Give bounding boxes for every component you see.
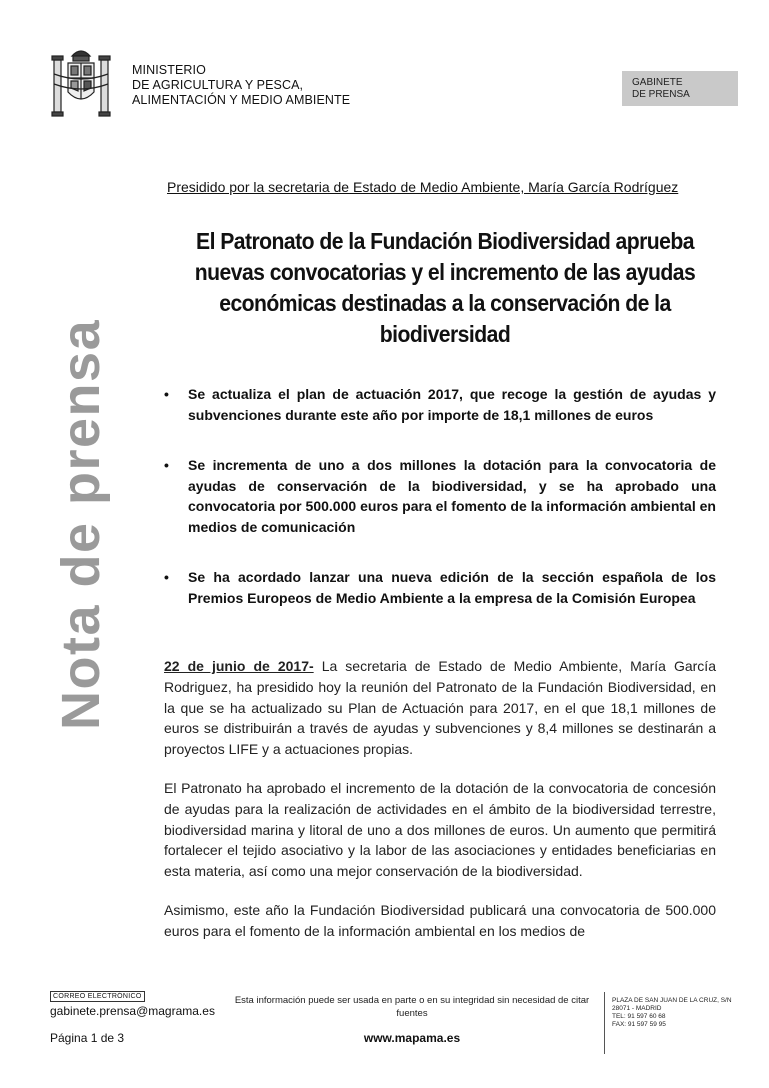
list-item xyxy=(164,455,716,537)
bullet-text: Se incrementa de uno a dos millones la dotación para la convocatoria de ayudas de conservación de la biodiversidad, y se ha aprobado una convocatoria por 500.000 euros para el fomento de la información ambiental en medios de comunicación xyxy=(188,457,716,535)
email-link[interactable]: gabinete.prensa@magrama.es xyxy=(50,1004,215,1018)
summary-bullets xyxy=(164,384,716,608)
badge-line: GABINETE xyxy=(632,77,683,88)
list-item xyxy=(164,567,716,608)
footer-divider xyxy=(604,992,605,1054)
ministry-line: MINISTERIO xyxy=(132,63,206,77)
headline-line: nuevas convocatorias y el incremento de las ayudas xyxy=(194,259,696,285)
paragraph xyxy=(164,656,716,760)
address-line: TEL: 91 597 60 68 xyxy=(612,1013,666,1020)
release-date: 22 de junio de 2017- xyxy=(164,658,314,674)
headline-line: El Patronato de la Fundación Biodiversidad aprueba xyxy=(196,228,694,254)
paragraph-text: La secretaria de Estado de Medio Ambiente, María García Rodriguez, ha presidido hoy la reunión del Patronato de la Fundación Biodiversidad, en la que se ha actualizado su Plan de Actuación para 2017, en el que 18,1 millones de euros se distribuirán a través de ayudas y subvenciones y 8,4 millones se destinarán a proyectos LIFE y a actuaciones propias. xyxy=(164,658,716,758)
address-line: PLAZA DE SAN JUAN DE LA CRUZ, S/N xyxy=(612,997,732,1004)
headline-line: biodiversidad xyxy=(379,321,511,347)
press-office-badge xyxy=(622,71,738,106)
bullet-icon: • xyxy=(164,386,169,402)
bullet-icon: • xyxy=(164,457,169,473)
ministry-line: ALIMENTACIÓN Y MEDIO AMBIENTE xyxy=(132,93,351,107)
spanish-coat-of-arms-icon xyxy=(50,44,112,122)
paragraph: Asimismo, este año la Fundación Biodiversidad publicará una convocatoria de 500.000 euros para el fomento de la información ambiental en los medios de xyxy=(164,901,716,939)
address-line: FAX: 91 597 59 95 xyxy=(612,1021,666,1028)
usage-notice: Esta información puede ser usada en parte o en su integridad sin necesidad de citar fuentes xyxy=(234,995,590,1019)
website-link[interactable]: www.mapama.es xyxy=(363,1031,461,1045)
paragraph: El Patronato ha aprobado el incremento de la dotación de la convocatoria de concesión de ayudas para la realización de actividades en el ámbito de la biodiversidad terrestre, biodiversidad marina y litoral de uno a dos millones de euros. Un aumento que permitirá fortalecer el tejido asociativo y la labor de las asociaciones y entidades beneficiarias en esta materia, así como una mejor conservación de la biodiversidad. xyxy=(164,779,716,880)
ministry-line: DE AGRICULTURA Y PESCA, xyxy=(132,78,304,92)
bullet-icon: • xyxy=(164,569,169,585)
email-label: CORREO ELECTRÓNICO xyxy=(50,991,145,1002)
page-number: Página 1 de 3 xyxy=(50,1031,125,1045)
subtitle: Presidido por la secretaria de Estado de Medio Ambiente, María García Rodríguez xyxy=(167,179,679,195)
article-body xyxy=(164,656,716,960)
press-release-side-title: Nota de prensa xyxy=(51,318,111,730)
bullet-text: Se actualiza el plan de actuación 2017, que recoge la gestión de ayudas y subvenciones durante este año por importe de 18,1 millones de euros xyxy=(188,386,716,423)
headline-line: económicas destinadas a la conservación de la xyxy=(219,290,671,316)
address xyxy=(612,997,732,1029)
address-line: 28071 - MADRID xyxy=(612,1005,662,1012)
list-item xyxy=(164,384,716,425)
ministry-name xyxy=(132,63,350,108)
bullet-text: Se ha acordado lanzar una nueva edición de la sección española de los Premios Europeos de Medio Ambiente a la empresa de la Comisión Europea xyxy=(188,569,716,606)
badge-line: DE PRENSA xyxy=(632,89,690,100)
headline xyxy=(183,226,707,350)
